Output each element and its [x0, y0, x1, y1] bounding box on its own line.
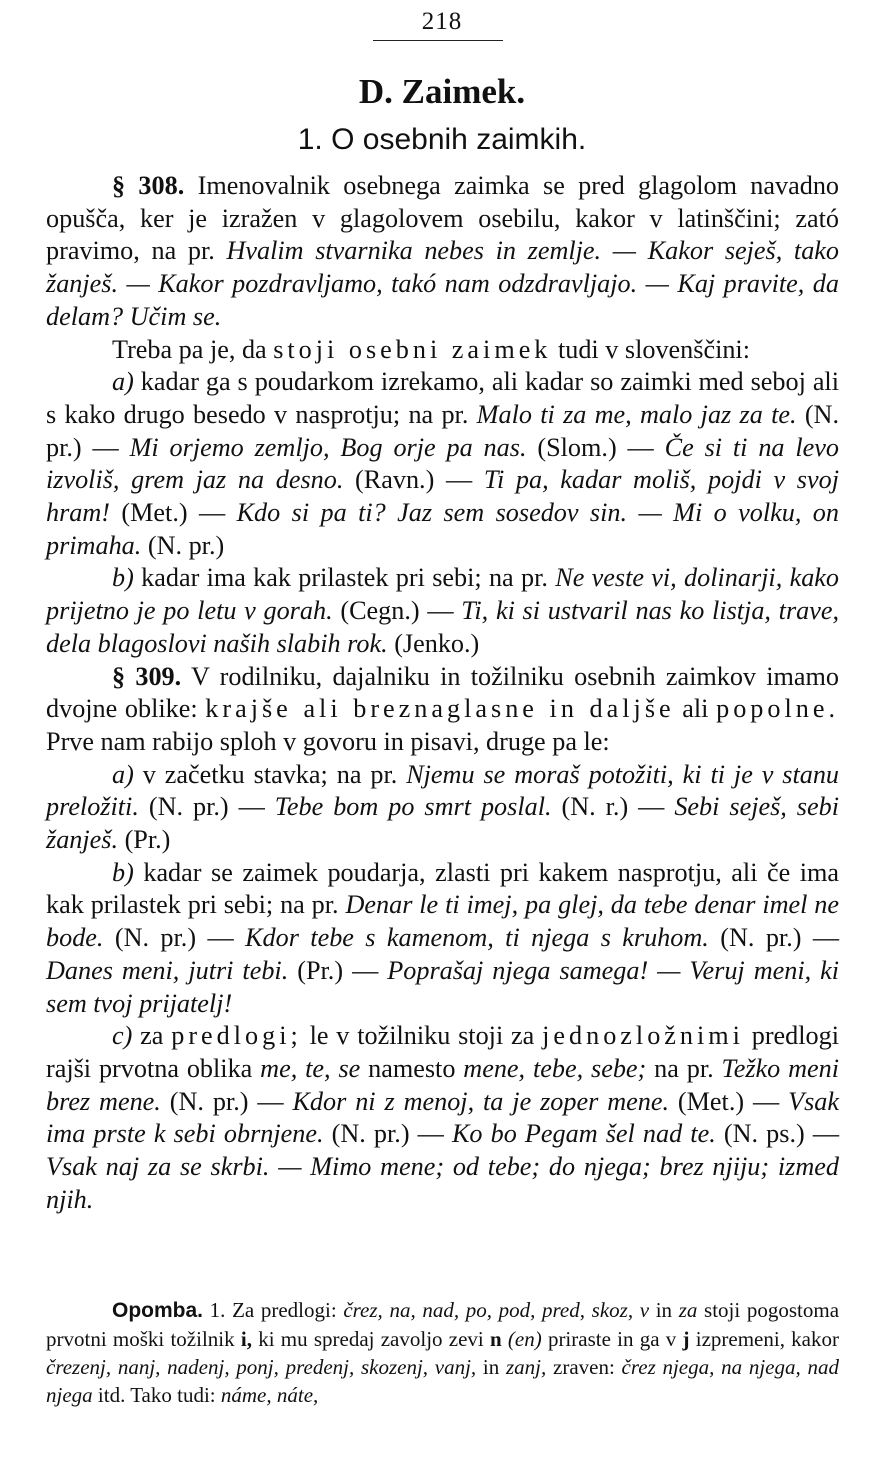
paragraph-309-c [46, 1020, 839, 1216]
source: (N. pr.) — [331, 1119, 444, 1149]
text: ali [682, 694, 709, 724]
section-mark: § 308. [112, 171, 185, 200]
example: Poprašaj njega samega! — Veruj meni, ki sem tvoj prijatelj! [46, 955, 840, 1018]
paragraph-309 [46, 661, 839, 759]
spaced-text: popolne. [716, 694, 840, 724]
paragraph-309-a [46, 759, 839, 857]
text: za [140, 1021, 164, 1051]
source: (Ravn.) — [355, 465, 473, 495]
example: Denar le ti imej, pa glej, da tebe denar imel ne bode. [46, 890, 840, 953]
spaced-text: predlogi; [171, 1021, 302, 1051]
text: stoji pogostoma prvotni moški tožilnik [46, 1298, 840, 1351]
example: Če si ti na levo izvoliš, grem jaz na desno. [46, 432, 840, 495]
example: Težko meni brez mene. [46, 1053, 840, 1116]
source: (Met.) — [677, 1086, 780, 1116]
footnote [46, 1296, 839, 1409]
text: priraste in ga v [547, 1327, 677, 1351]
source: (Pr.) — [297, 955, 379, 985]
source: (N. pr.) — [169, 1086, 284, 1116]
example: Vsak ima prste k sebi obrnjene. [46, 1086, 839, 1149]
source: (N. pr.) — [148, 792, 265, 822]
example: náme, náte, [220, 1383, 319, 1407]
example: Danes meni, jutri tebi. [46, 955, 289, 985]
source: (N. ps.) — [723, 1119, 840, 1149]
spaced-text: stoji osebni zaimek [273, 334, 552, 364]
source: (Pr.) [124, 825, 171, 855]
header-rule [373, 40, 503, 41]
main-text [46, 170, 839, 1217]
text: kadar ga s poudarkom izrekamo, ali kadar so zaimki med seboj ali s kako drugo besedo v nasprotju; na pr. [46, 367, 839, 429]
note-heading: Opomba. [112, 1299, 204, 1322]
example: zanj, [506, 1355, 547, 1379]
paragraph-309-b [46, 857, 839, 1021]
text: izpremeni, kakor [695, 1327, 839, 1351]
source: (Cegn.) — [340, 596, 454, 626]
text: tudi v slovenščini: [557, 334, 750, 364]
bold-letter: j [682, 1327, 690, 1351]
paragraph-a [46, 366, 839, 562]
source: (N. r.) — [561, 792, 665, 822]
example: za [678, 1298, 698, 1322]
note-paragraph [46, 1296, 839, 1409]
text: 1. Za predlogi: [209, 1298, 337, 1322]
spaced-text: jednozložnimi [542, 1021, 744, 1051]
example: me, te, se [260, 1053, 361, 1083]
text: le v tožilniku stoji za [309, 1021, 535, 1051]
text: ki mu spredaj zavoljo zevi [258, 1327, 484, 1351]
text: namesto [368, 1053, 456, 1083]
source: (N. pr.) — [114, 923, 234, 953]
text: in [482, 1355, 500, 1379]
example: Ti pa, kadar moliš, pojdi v svoj hram! [46, 465, 839, 528]
source: (Jenko.) [394, 628, 480, 658]
example: Njemu se moraš potožiti, ki ti je v stanu preložiti. [46, 759, 840, 822]
spaced-text: krajše ali breznaglasne in daljše [205, 694, 675, 724]
source: (N. pr.) — [46, 399, 840, 462]
example: Sebi seješ, sebi žanješ. [46, 792, 839, 855]
paragraph-b [46, 562, 839, 660]
example: (en) [507, 1327, 542, 1351]
source: (Slom.) — [537, 432, 654, 462]
section-heading: 1. O osebnih zaimkih. [297, 123, 587, 156]
text: Prve nam rabijo sploh v govoru in pisavi, druge pa le: [46, 726, 610, 756]
example: Vsak naj za se skrbi. — Mimo mene; od tebe; do njega; brez njiju; izmed njih. [46, 1152, 839, 1214]
page-number: 218 [421, 8, 463, 35]
example: črez, na, nad, po, pod, pred, skoz, v [343, 1298, 650, 1322]
bold-letter: n [489, 1327, 502, 1351]
text: v začetku stavka; na pr. [142, 759, 398, 789]
item-label: c) [112, 1021, 133, 1051]
paragraph-308 [46, 170, 839, 334]
item-label: b) [112, 857, 134, 887]
example: Ne veste vi, dolinarji, kako prijetno je po letu v gorah. [46, 563, 840, 626]
source: (Met.) — [121, 498, 226, 528]
section-mark: § 309. [112, 661, 182, 691]
text: Imenovalnik osebnega zaimka se pred glagolom navadno opušča, ker je izražen v glagolovem osebilu, kakor v latinščini; zató pravimo, na pr. [46, 171, 840, 266]
text: Treba pa je, da [112, 334, 267, 364]
example: mene, tebe, sebe; [463, 1053, 647, 1083]
text: kadar ima kak prilastek pri sebi; na pr. [141, 563, 548, 593]
example: Hvalim stvarnika nebes in zemlje. — Kakor seješ, tako žanješ. — Kakor pozdravljamo, takó nam odzdravljajo. — Kaj pravite, da delam? Učim se. [46, 236, 840, 331]
text: in [655, 1298, 673, 1322]
item-label: b) [112, 563, 134, 593]
example: Tebe bom po smrt poslal. [274, 792, 552, 822]
source: (N. pr.) [147, 530, 225, 560]
example: Mi orjemo zemljo, Bog orje pa nas. [129, 432, 527, 462]
chapter-heading: D. Zaimek. [358, 72, 526, 111]
text: na pr. [654, 1053, 714, 1083]
text: itd. Tako tudi: [97, 1383, 216, 1407]
example: Kdor ni z menoj, ta je zoper mene. [292, 1086, 670, 1116]
paragraph-treba [46, 334, 839, 367]
item-label: a) [112, 367, 134, 397]
example: črez njega, na njega, nad njega [46, 1355, 839, 1407]
bold-letter: i, [240, 1327, 252, 1351]
example: Kdo si pa ti? Jaz sem sosedov sin. — Mi o volku, on primaha. [46, 498, 839, 560]
text: zraven: [553, 1355, 615, 1379]
example: Ko bo Pegam šel nad te. [451, 1119, 716, 1149]
example: Kdor tebe s kamenom, ti njega s kruhom. [245, 923, 709, 953]
text: predlogi rajši prvotna oblika [46, 1021, 840, 1083]
text: V rodilniku, dajalniku in tožilniku osebnih zaimkov imamo dvojne oblike: [46, 661, 839, 724]
example: Malo ti za me, malo jaz za te. [476, 399, 797, 429]
item-label: a) [112, 759, 134, 789]
example: črezenj, nanj, nadenj, ponj, predenj, skozenj, vanj, [46, 1355, 477, 1379]
example: Ti, ki si ustvaril nas ko listja, trave, dela blagoslovi naših slabih rok. [46, 596, 840, 658]
text: kadar se zaimek poudarja, zlasti pri kakem nasprotju, ali če ima kak prilastek pri sebi; na pr. [46, 857, 839, 920]
source: (N. pr.) — [720, 923, 840, 953]
